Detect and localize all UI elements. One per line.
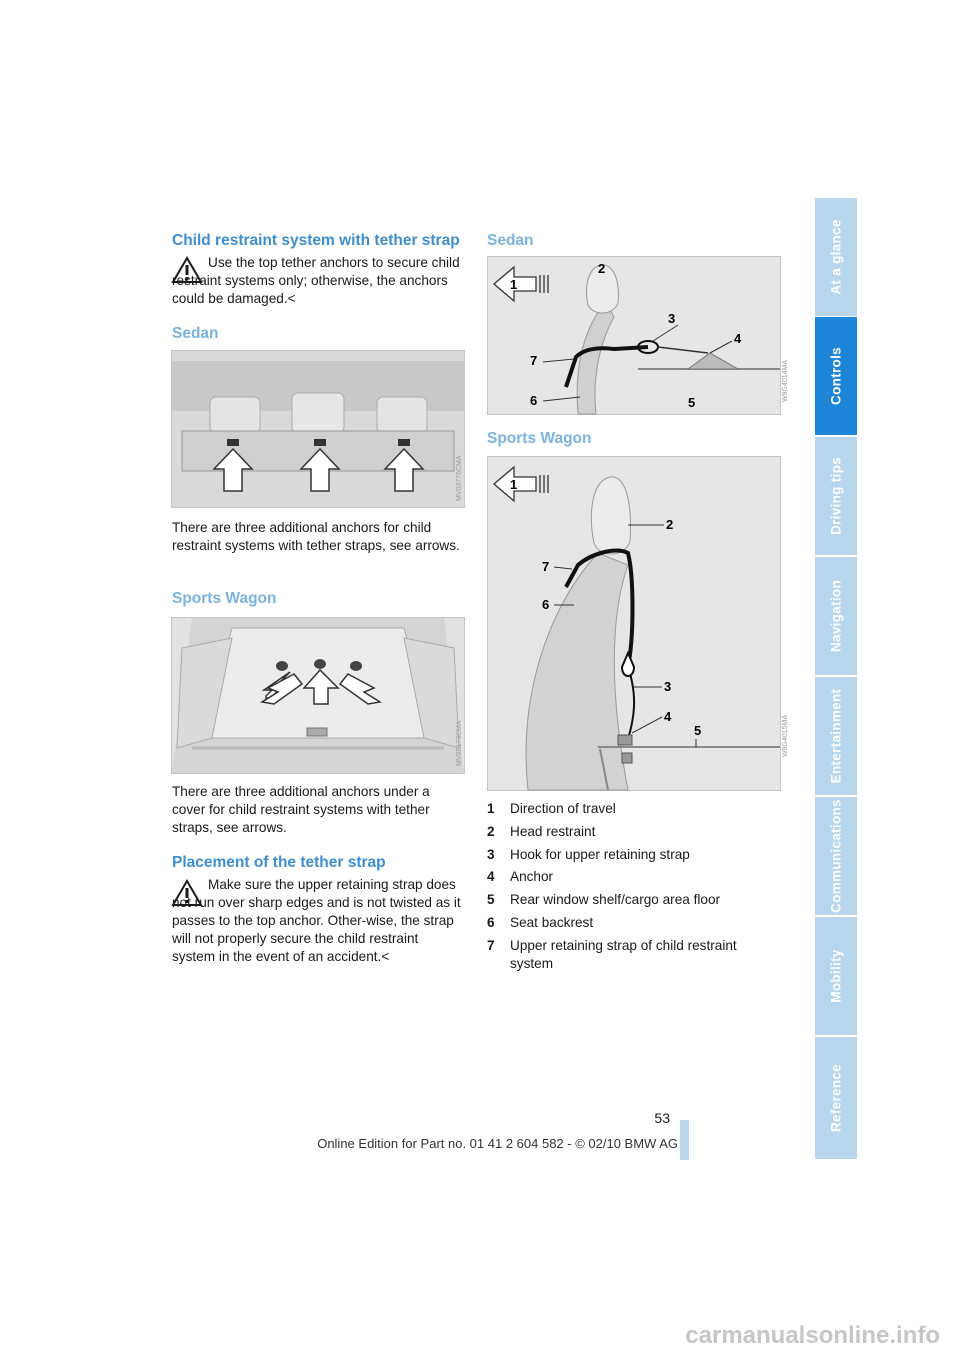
- callout-7: 7: [530, 353, 538, 368]
- page-marker: [680, 1120, 689, 1160]
- callout-4: 4: [664, 709, 672, 724]
- sedan-tether-diagram: [487, 256, 789, 415]
- watermark: carmanualsonline.info: [685, 1322, 940, 1349]
- end-mark: <: [287, 291, 296, 306]
- callout-6: 6: [530, 393, 538, 408]
- tab-at-a-glance[interactable]: At a glance: [815, 198, 857, 317]
- sedan-heading: Sedan: [172, 325, 219, 342]
- figure-code: W9G4014MA: [782, 359, 789, 402]
- callout-2: 2: [598, 261, 606, 276]
- wagon-text: There are three additional anchors under a cover for child restraint systems with tether straps, see arrows.: [172, 784, 430, 835]
- placement-heading: Placement of the tether strap: [172, 854, 386, 871]
- callout-5: 5: [694, 723, 702, 738]
- sedan-anchors-figure: [171, 350, 465, 508]
- tab-controls[interactable]: Controls: [815, 317, 857, 436]
- sedan-text: There are three additional anchors for child restraint systems with tether straps, see arrows.: [172, 520, 460, 553]
- tab-driving-tips[interactable]: Driving tips: [815, 437, 857, 556]
- edition-line: Online Edition for Part no. 01 41 2 604 582 - © 02/10 BMW AG: [317, 1136, 678, 1151]
- wagon-heading: Sports Wagon: [172, 590, 277, 607]
- sedan-heading-right: Sedan: [487, 232, 534, 249]
- figure-code: MV05173CMA: [456, 720, 463, 766]
- callout-1: 1: [510, 477, 518, 492]
- warning-text-2: Make sure the upper retaining strap does not run over sharp edges and is not twisted as it passes to the top anchor. Other-wise, the strap will not properly secure the child restraint system in the event of an accident.<: [172, 877, 461, 964]
- callout-1: 1: [510, 277, 518, 292]
- callout-3: 3: [668, 311, 676, 326]
- end-mark: <: [381, 949, 390, 964]
- callout-4: 4: [734, 331, 742, 346]
- figure-code: MV03776CMA: [456, 455, 463, 501]
- tab-navigation[interactable]: Navigation: [815, 557, 857, 676]
- tab-entertainment[interactable]: Entertainment: [815, 677, 857, 796]
- tab-reference[interactable]: Reference: [815, 1037, 857, 1160]
- tab-communications[interactable]: Communications: [815, 797, 857, 916]
- callout-6: 6: [542, 597, 550, 612]
- callout-2: 2: [666, 517, 674, 532]
- section-heading: Child restraint system with tether strap: [172, 232, 460, 249]
- figure-code: W9G4015MA: [782, 714, 789, 757]
- wagon-tether-diagram: [487, 456, 789, 791]
- callout-7: 7: [542, 559, 550, 574]
- warning-text-1: Use the top tether anchors to secure child restraint systems only; otherwise, the anchors could be damaged.<: [172, 255, 460, 306]
- page-number: 53: [654, 1110, 670, 1126]
- tab-mobility[interactable]: Mobility: [815, 917, 857, 1036]
- callout-3: 3: [664, 679, 672, 694]
- wagon-heading-right: Sports Wagon: [487, 430, 592, 447]
- wagon-anchors-figure: [171, 617, 465, 774]
- callout-5: 5: [688, 395, 696, 410]
